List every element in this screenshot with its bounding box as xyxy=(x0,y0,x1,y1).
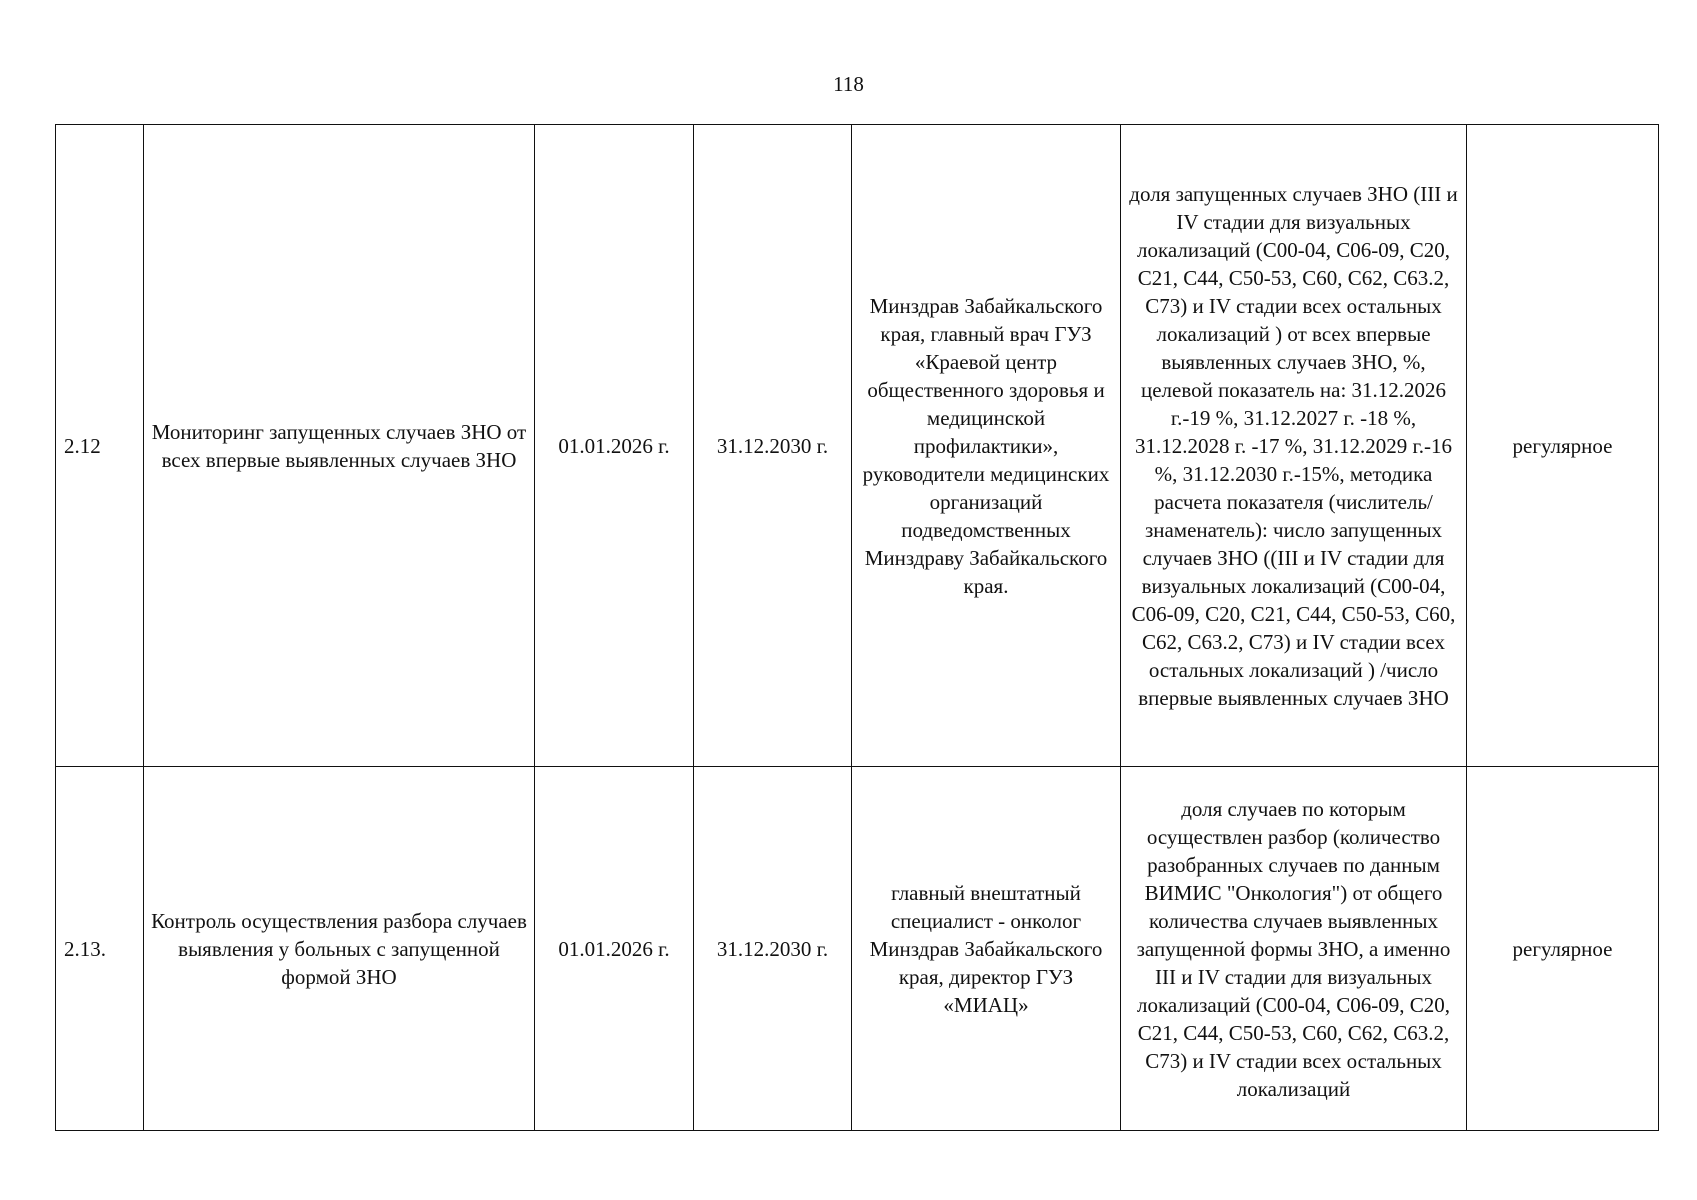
end-date: 31.12.2030 г. xyxy=(694,767,852,1131)
item-number: 2.13. xyxy=(56,767,144,1131)
frequency: регулярное xyxy=(1467,125,1659,767)
responsible-party: главный внештатный специалист - онколог Минздрав Забайкальского края, директор ГУЗ «МИАЦ» xyxy=(852,767,1121,1131)
table-row xyxy=(56,767,1659,1131)
start-date: 01.01.2026 г. xyxy=(535,125,694,767)
item-number: 2.12 xyxy=(56,125,144,767)
activities-table xyxy=(55,124,1659,1131)
responsible-party: Минздрав Забайкальского края, главный врач ГУЗ «Краевой центр общественного здоровья и медицинской профилактики», руководители медицинских организаций подведомственных Минздраву Забайкальского края. xyxy=(852,125,1121,767)
action-name: Контроль осуществления разбора случаев выявления у больных с запущенной формой ЗНО xyxy=(144,767,535,1131)
frequency: регулярное xyxy=(1467,767,1659,1131)
end-date: 31.12.2030 г. xyxy=(694,125,852,767)
action-name: Мониторинг запущенных случаев ЗНО от всех впервые выявленных случаев ЗНО xyxy=(144,125,535,767)
target-indicator: доля случаев по которым осуществлен разбор (количество разобранных случаев по данным ВИМИС "Онкология") от общего количества случаев выявленных запущенной формы ЗНО, а именно III и IV стадии для визуальных локализаций (С00-04, С06-09, С20, С21, С44, С50-53, С60, С62, С63.2, С73) и IV стадии всех остальных локализаций xyxy=(1121,767,1467,1131)
start-date: 01.01.2026 г. xyxy=(535,767,694,1131)
table-row xyxy=(56,125,1659,767)
target-indicator: доля запущенных случаев ЗНО (III и IV стадии для визуальных локализаций (С00-04, С06-09, С20, С21, С44, С50-53, С60, С62, С63.2, С73) и IV стадии всех остальных локализаций ) от всех впервые выявленных случаев ЗНО, %, целевой показатель на: 31.12.2026 г.-19 %, 31.12.2027 г. -18 %, 31.12.2028 г. -17 %, 31.12.2029 г.-16 %, 31.12.2030 г.-15%, методика расчета показателя (числитель/знаменатель): число запущенных случаев ЗНО ((III и IV стадии для визуальных локализаций (С00-04, С06-09, С20, С21, С44, С50-53, С60, С62, С63.2, С73) и IV стадии всех остальных локализаций ) /число впервые выявленных случаев ЗНО xyxy=(1121,125,1467,767)
page-number: 118 xyxy=(833,72,864,96)
